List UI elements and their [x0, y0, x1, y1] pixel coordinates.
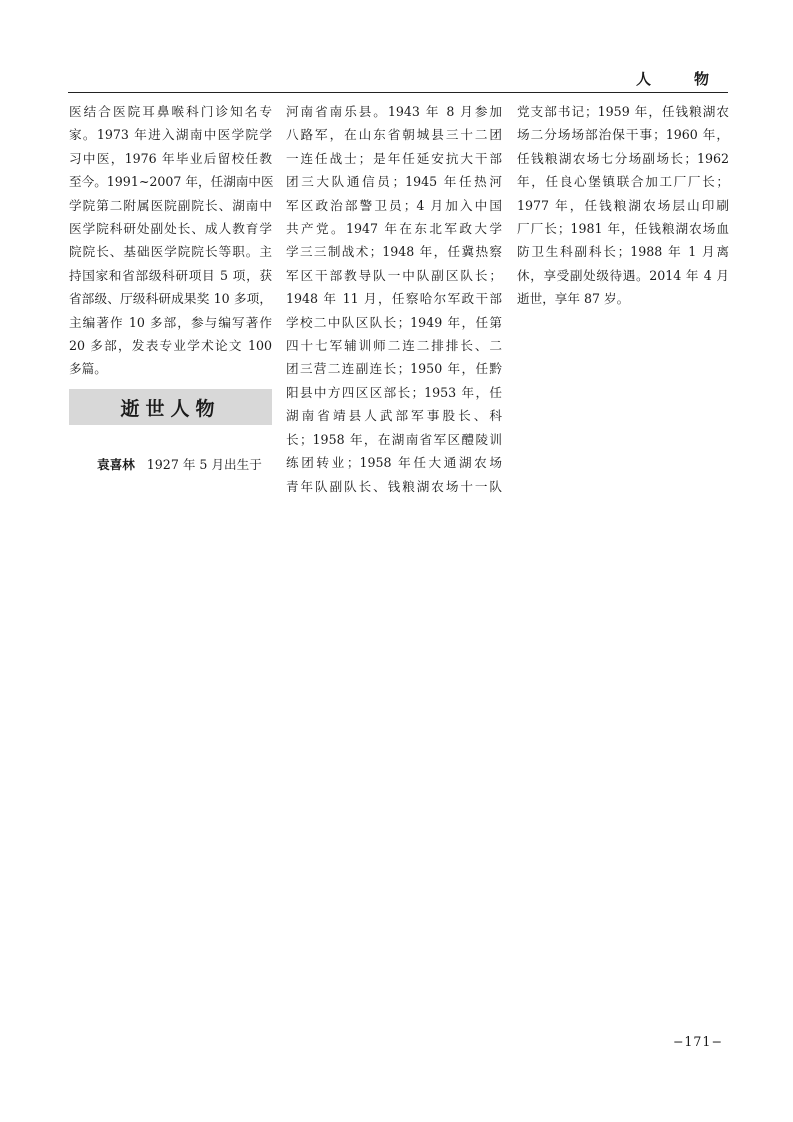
- running-header: 人 物: [635, 70, 723, 88]
- text-line: 练团转业；1958 年任大通湖农场: [286, 455, 502, 471]
- text-line: 长；1958 年，在湖南省军区醴陵训: [286, 431, 502, 447]
- text-line: 院院长、基础医学院院长等职。主: [69, 244, 272, 260]
- text-line: 年，任良心堡镇联合加工厂厂长；: [517, 174, 729, 190]
- text-line: 一连任战士；是年任延安抗大干部: [286, 150, 502, 166]
- text-line: 团三大队通信员；1945 年任热河: [286, 174, 502, 190]
- text-line: 共产党。1947 年在东北军政大学: [286, 221, 502, 237]
- text-line: 学三三制战术；1948 年，任冀热察: [286, 244, 502, 260]
- text-line: 党支部书记；1959 年，任钱粮湖农: [517, 104, 729, 119]
- text-line: 湖南省靖县人武部军事股长、科: [286, 408, 502, 424]
- text-line: 学院第二附属医院副院长、湖南中: [69, 197, 272, 213]
- text-line: 河南省南乐县。1943 年 8 月参加: [286, 104, 502, 119]
- text-line: 家。1973 年进入湖南中医学院学: [69, 127, 272, 143]
- page-number: −171−: [672, 1034, 723, 1049]
- text-line: 青年队副队长、钱粮湖农场十一队: [286, 478, 502, 494]
- person-name: 袁喜林: [97, 457, 135, 472]
- text-line: 习中医，1976 年毕业后留校任教: [69, 150, 272, 166]
- text-line: 任钱粮湖农场七分场副场长；1962: [517, 150, 729, 166]
- section-heading-box: [69, 389, 272, 425]
- text-line: 多篇。: [69, 361, 107, 377]
- text-line: 持国家和省部级科研项目 5 项，获: [69, 267, 272, 283]
- text-line: 1977 年，任钱粮湖农场层山印刷: [517, 197, 729, 213]
- text-line: 医结合医院耳鼻喉科门诊知名专: [69, 104, 272, 119]
- text-line: 20 多部，发表专业学术论文 100: [69, 338, 272, 354]
- biography-text-continued: [517, 100, 729, 311]
- text-line: 阳县中方四区区部长；1953 年，任: [286, 384, 502, 400]
- text-line: 防卫生科副科长；1988 年 1 月离: [517, 244, 729, 260]
- text-line: 逝世，享年 87 岁。: [517, 291, 630, 307]
- text-line: 厂厂长；1981 年，任钱粮湖农场血: [517, 221, 729, 237]
- text-line: 1948 年 11 月，任察哈尔军政干部: [286, 291, 502, 307]
- text-line: 军区政治部警卫员；4 月加入中国: [286, 197, 502, 213]
- biography-continued: [69, 100, 272, 381]
- text-line: 军区干部教导队一中队副区队长；: [286, 267, 502, 283]
- text-line: 四十七军辅训师二连二排排长、二: [286, 338, 502, 354]
- person-entry: [97, 455, 272, 475]
- header-rule: [68, 92, 728, 93]
- text-line: 学校二中队区队长；1949 年，任第: [286, 314, 502, 330]
- text-line: 至今。1991~2007 年，任湖南中医: [69, 174, 274, 190]
- column-3: [517, 100, 729, 311]
- text-line: 场二分场场部治保干事；1960 年，: [517, 127, 729, 143]
- biography-text: [286, 100, 502, 498]
- text-line: 八路军，在山东省朝城县三十二团: [286, 127, 502, 143]
- text-line: 休，享受副处级待遇。2014 年 4 月: [517, 267, 729, 283]
- text-line: 医学院科研处副处长、成人教育学: [69, 221, 272, 237]
- text-line: 省部级、厅级科研成果奖 10 多项，: [69, 291, 272, 307]
- column-2: [286, 100, 502, 498]
- text-line: 团三营二连副连长；1950 年，任黔: [286, 361, 502, 377]
- column-1: [69, 100, 272, 381]
- text-line: 主编著作 10 多部，参与编写著作: [69, 314, 272, 330]
- section-heading: 逝世人物: [120, 397, 221, 420]
- entry-intro: 1927 年 5 月出生于: [146, 457, 262, 472]
